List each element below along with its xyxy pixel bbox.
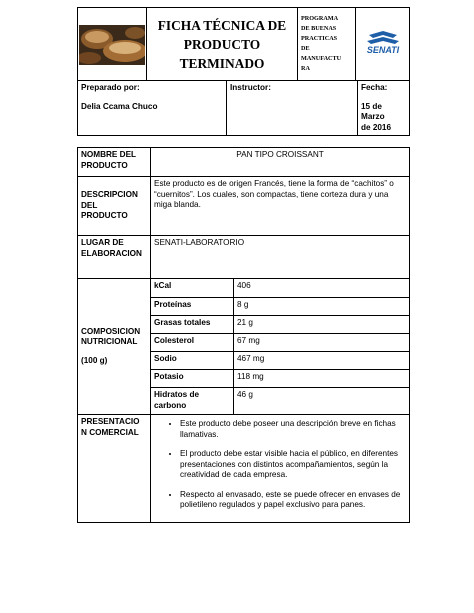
date-cell: [358, 81, 410, 136]
product-table: [77, 147, 410, 523]
program-line: DE BUENAS: [301, 25, 337, 32]
list-item: • El producto debe estar visible hacia el público, en diferentes presentaciones con distintos acompañamientos, según la creatividad de cada empresa.: [180, 449, 406, 481]
table-row: [78, 415, 410, 523]
desc-value-cell: [151, 177, 410, 236]
production-place: SENATI-LABORATORIO: [154, 238, 245, 247]
presentation-label-cell: [78, 415, 151, 523]
program-label: [298, 14, 355, 74]
place-label-line-2: ELABORACION: [81, 248, 142, 258]
nutrient-name: Potasio: [151, 370, 234, 388]
nutrient-name: Hidratos de carbono: [151, 388, 234, 415]
desc-label-line-3: PRODUCTO: [81, 211, 128, 221]
desc-label-cell: [78, 177, 151, 236]
table-row: [78, 148, 410, 177]
place-label-line-1: LUGAR DE: [81, 238, 124, 247]
prepared-cell: [78, 81, 227, 136]
program-line: DE: [301, 45, 310, 52]
nutrient-name: Sodio: [151, 352, 234, 370]
place-label-cell: [78, 236, 151, 279]
list-item: • Respecto al envasado, este se puede ofrecer en envases de polietileno regulados y papel exclusivo para panes.: [180, 490, 406, 511]
senati-logo-mark: [363, 29, 403, 55]
name-label-line-1: NOMBRE DEL: [81, 150, 137, 159]
name-label-line-2: PRODUCTO: [81, 160, 128, 170]
instructor-label: Instructor:: [230, 83, 271, 92]
date-value-line-2: de 2016: [361, 122, 392, 132]
nutrient-name: kCal: [151, 279, 234, 298]
nutrition-row: [78, 279, 410, 298]
product-name: PAN TIPO CROISSANT: [236, 150, 324, 159]
presentation-list: [154, 419, 406, 511]
document-title: [147, 16, 297, 73]
nutrient-value: 21 g: [234, 316, 410, 334]
svg-text:SENATI: SENATI: [366, 44, 399, 55]
logo-cell: [356, 8, 410, 81]
title-line-2: PRODUCTO: [183, 36, 261, 52]
table-row: [78, 236, 410, 279]
header-table: [77, 7, 410, 81]
title-cell: [147, 8, 298, 81]
prepared-label: Preparado por:: [81, 83, 140, 92]
nutrient-value: 46 g: [234, 388, 410, 415]
title-line-1: FICHA TÉCNICA DE: [157, 17, 287, 33]
program-line: MANUFACTU: [301, 55, 342, 62]
prepared-value: Delia Ccama Chuco: [81, 101, 158, 111]
title-line-3: TERMINADO: [179, 55, 265, 71]
instructor-cell: [227, 81, 358, 136]
info-table: [77, 80, 410, 136]
nutrient-value: 67 mg: [234, 334, 410, 352]
date-label: Fecha:: [361, 83, 388, 92]
program-line: RA: [301, 65, 310, 72]
name-value-cell: [151, 148, 410, 177]
senati-logo: [356, 29, 409, 60]
composition-label-line-2: NUTRICIONAL: [81, 337, 138, 347]
presentation-value-cell: [151, 415, 410, 523]
program-line: PRACTICAS: [301, 35, 338, 42]
place-value-cell: [151, 236, 410, 279]
nutrient-value: 406: [234, 279, 410, 298]
desc-label-line-1: DESCRIPCION: [81, 190, 138, 200]
nutrient-name: Grasas totales: [151, 316, 234, 334]
nutrient-value: 8 g: [234, 298, 410, 316]
composition-label-cell: [78, 279, 151, 415]
nutrient-value: 467 mg: [234, 352, 410, 370]
nutrient-value: 118 mg: [234, 370, 410, 388]
nutrient-name: Proteínas: [151, 298, 234, 316]
program-cell: [298, 8, 356, 81]
desc-label-line-2: DEL: [81, 200, 98, 210]
program-line: PROGRAMA: [301, 15, 339, 22]
list-item: • Este producto debe poseer una descripción breve en fichas llamativas.: [180, 419, 406, 440]
bread-image-cell: [78, 8, 147, 81]
product-description: Este producto es de origen Francés, tiene la forma de “cachitos” o “cuernitos”. Los cuales, son compactas, tiene corteza dura y una miga blanda.: [154, 179, 394, 209]
presentation-label-line-2: N COMERCIAL: [81, 427, 139, 437]
composition-label-line-3: (100 g): [81, 355, 108, 365]
date-value-line-1: 15 de Marzo: [361, 101, 385, 121]
table-row: [78, 177, 410, 236]
name-label-cell: [78, 148, 151, 177]
bread-image: [79, 25, 145, 65]
nutrient-name: Colesterol: [151, 334, 234, 352]
composition-label-line-1: COMPOSICION: [81, 326, 141, 336]
presentation-label-line-1: PRESENTACIO: [81, 417, 140, 426]
